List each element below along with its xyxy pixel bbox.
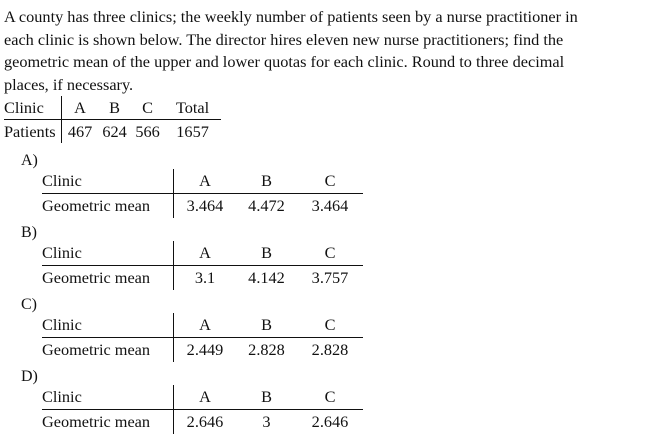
choice-value-b: 4.472: [248, 196, 285, 215]
choice-value-b: 4.142: [248, 268, 285, 287]
patients-row: [4, 120, 221, 144]
choice-header-b: B: [236, 169, 297, 194]
choice-header-clinic: Clinic: [42, 169, 174, 194]
choice-table-row: [42, 266, 363, 291]
header-a: A: [61, 96, 99, 120]
choice-table-row: [42, 410, 363, 435]
choice-header-c: C: [297, 169, 363, 194]
question-line: A county has three clinics; the weekly number of patients seen by a nurse practitioner in: [4, 7, 578, 26]
choice-header-b: B: [236, 313, 297, 338]
choice-value-a: 3.1: [194, 268, 216, 287]
choice-value-a: 3.464: [186, 196, 224, 215]
choice-a-table: [42, 169, 363, 218]
row-label-patients: Patients: [4, 120, 61, 144]
choice-row-label: Geometric mean: [42, 338, 174, 363]
choice-label-d[interactable]: D): [21, 368, 38, 385]
choice-header-b: B: [236, 385, 297, 410]
patients-table: [4, 96, 221, 143]
choice-header-clinic: Clinic: [42, 385, 174, 410]
choice-header-b: B: [236, 241, 297, 266]
header-clinic: Clinic: [4, 96, 61, 120]
cell-total: 1657: [176, 121, 209, 141]
choice-header-c: C: [297, 241, 363, 266]
choice-value-c: 3.757: [311, 268, 349, 287]
question-line: each clinic is shown below. The director hires eleven new nurse practitioners; find the: [4, 29, 564, 49]
choice-table-row: [42, 338, 363, 363]
choice-header-a: A: [174, 169, 237, 194]
header-total: Total: [165, 96, 221, 120]
choice-label-b[interactable]: B): [21, 224, 37, 241]
choice-header-clinic: Clinic: [42, 313, 174, 338]
choice-header-a: A: [174, 385, 237, 410]
choice-header-a: A: [174, 313, 237, 338]
choice-header-c: C: [297, 313, 363, 338]
choice-label-a[interactable]: A): [21, 152, 38, 169]
patients-table-header: [4, 96, 221, 120]
choice-header-c: C: [297, 385, 363, 410]
choice-table-header: [42, 241, 363, 266]
choice-c-table: [42, 313, 363, 362]
question-line: places, if necessary.: [4, 74, 134, 94]
choice-table-row: [42, 194, 363, 219]
choice-value-b: 2.828: [248, 340, 285, 359]
choice-value-a: 2.646: [186, 412, 224, 431]
cell-b: 624: [102, 121, 127, 141]
cell-c: 566: [135, 121, 160, 141]
question-text: [4, 6, 646, 96]
header-b: B: [99, 96, 131, 120]
choice-table-header: [42, 169, 363, 194]
choice-value-c: 2.828: [311, 340, 349, 359]
choice-value-a: 2.449: [186, 340, 224, 359]
choice-row-label: Geometric mean: [42, 266, 174, 291]
choice-header-clinic: Clinic: [42, 241, 174, 266]
choice-table-header: [42, 385, 363, 410]
question-line: geometric mean of the upper and lower quotas for each clinic. Round to three decimal: [4, 52, 565, 71]
choice-row-label: Geometric mean: [42, 410, 174, 435]
choice-value-c: 2.646: [311, 412, 349, 431]
choice-value-b: 3: [262, 412, 271, 431]
choice-header-a: A: [174, 241, 237, 266]
header-c: C: [131, 96, 165, 120]
choice-table-header: [42, 313, 363, 338]
choice-d-table: [42, 385, 363, 434]
choice-b-table: [42, 241, 363, 290]
choice-row-label: Geometric mean: [42, 194, 174, 219]
choice-label-c[interactable]: C): [21, 296, 37, 313]
choice-value-c: 3.464: [311, 196, 349, 215]
cell-a: 467: [67, 121, 93, 141]
